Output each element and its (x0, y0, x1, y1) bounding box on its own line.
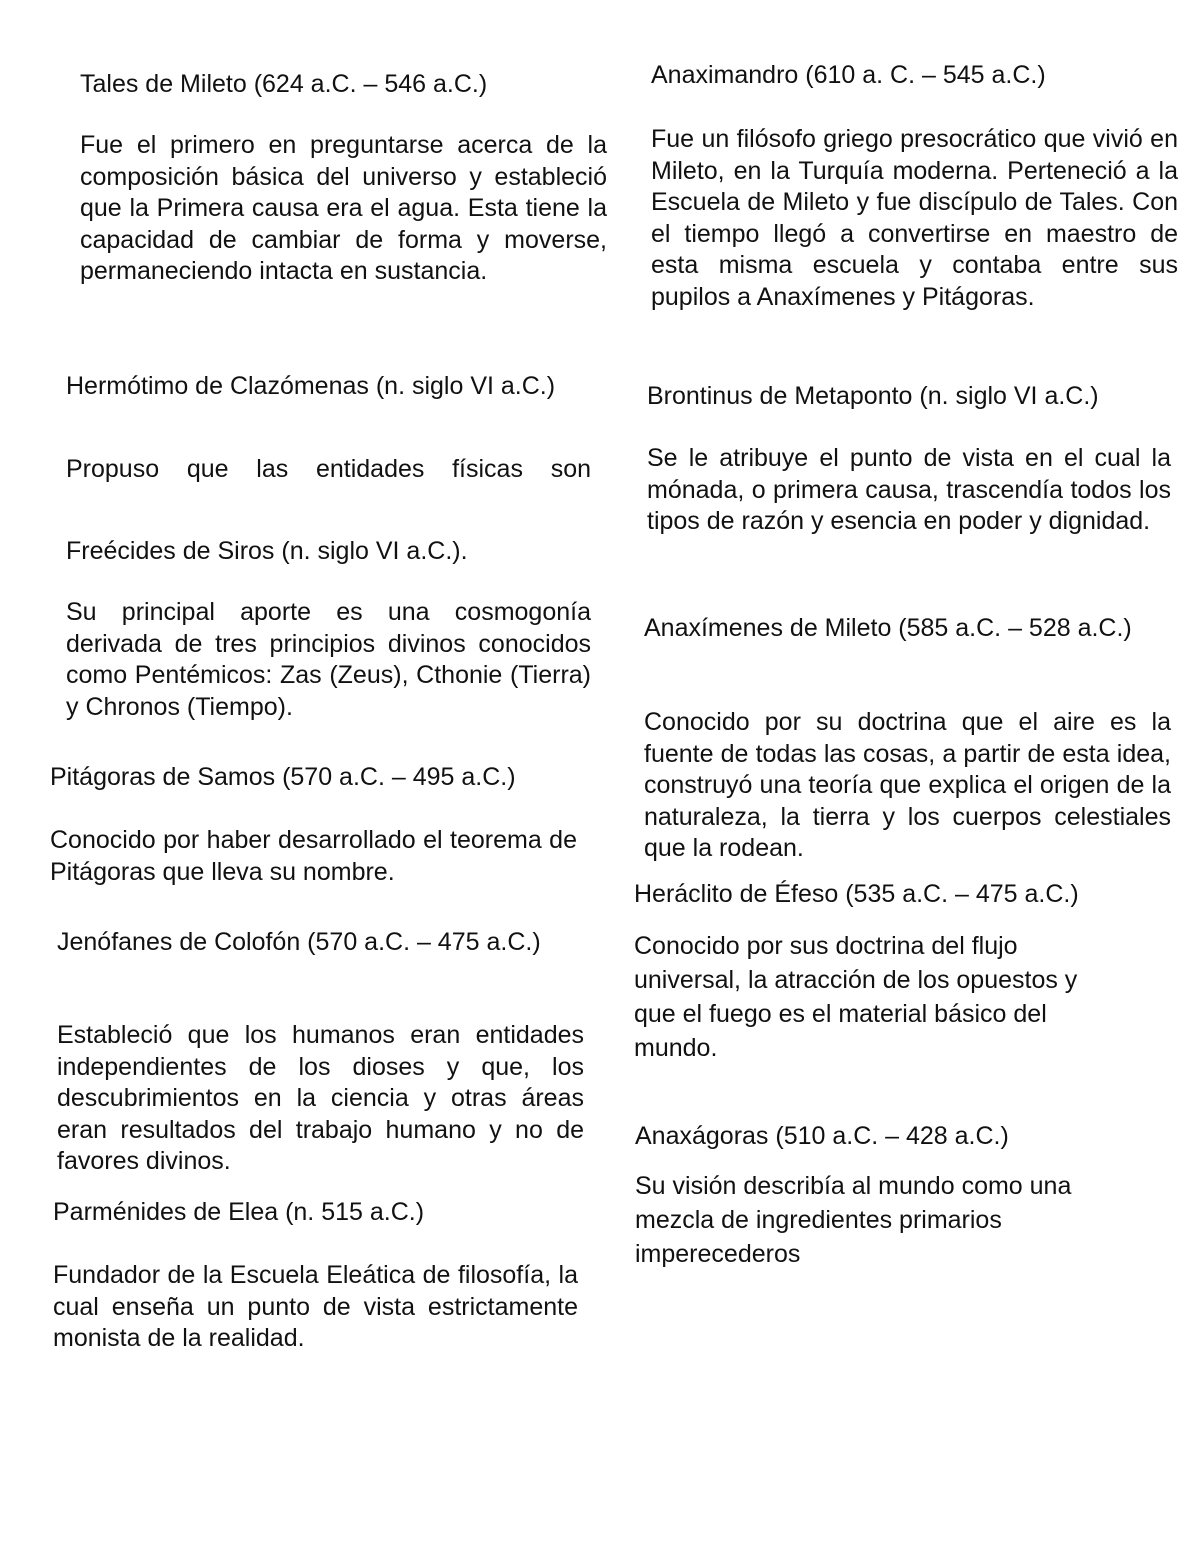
hermotimo-title: Hermótimo de Clazómenas (n. siglo VI a.C.) (66, 372, 556, 400)
heraclito-body-line: que el fuego es el material básico del (634, 1000, 1047, 1028)
hermotimo-body: Propuso que las entidades físicas son (66, 455, 591, 483)
parmenides-title: Parménides de Elea (n. 515 a.C.) (53, 1198, 425, 1226)
brontinus-body: Se le atribuye el punto de vista en el cual la mónada, o primera causa, trascendía todos los tipos de razón y esencia en poder y dignidad. (647, 444, 1171, 535)
tales-title: Tales de Mileto (624 a.C. – 546 a.C.) (80, 70, 488, 98)
anaximenes-body: Conocido por su doctrina que el aire es la fuente de todas las cosas, a partir de esta idea, construyó una teoría que explica el origen de la naturaleza, la tierra y los cuerpos celestiales que la rodean. (644, 708, 1171, 862)
ferecides-body: Su principal aporte es una cosmogonía derivada de tres principios divinos conocidos como Pentémicos: Zas (Zeus), Cthonie (Tierra) y Chronos (Tiempo). (66, 598, 591, 721)
heraclito-body-line: mundo. (634, 1034, 718, 1062)
anaxagoras-body-line: imperecederos (635, 1240, 801, 1268)
anaximenes-title: Anaxímenes de Mileto (585 a.C. – 528 a.C.) (644, 614, 1132, 642)
anaxagoras-body-line: Su visión describía al mundo como una (635, 1172, 1072, 1200)
pitagoras-title: Pitágoras de Samos (570 a.C. – 495 a.C.) (50, 763, 516, 791)
anaxagoras-body-line: mezcla de ingredientes primarios (635, 1206, 1002, 1234)
brontinus-title: Brontinus de Metaponto (n. siglo VI a.C.) (647, 382, 1099, 410)
ferecides-title: Freécides de Siros (n. siglo VI a.C.). (66, 537, 468, 565)
anaximandro-title: Anaximandro (610 a. C. – 545 a.C.) (651, 61, 1046, 89)
anaximandro-body: Fue un filósofo griego presocrático que vivió en Mileto, en la Turquía moderna. Perteneció a la Escuela de Mileto y fue discípulo de Tales. Con el tiempo llegó a convertirse en maestro de esta misma escuela y contaba entre sus pupilos a Anaxímenes y Pitágoras. (651, 125, 1178, 311)
parmenides-body: Fundador de la Escuela Eleática de filosofía, la cual enseña un punto de vista estrictamente monista de la realidad. (53, 1261, 578, 1352)
jenofanes-title: Jenófanes de Colofón (570 a.C. – 475 a.C.) (57, 928, 541, 956)
pitagoras-body: Conocido por haber desarrollado el teorema de Pitágoras que lleva su nombre. (50, 826, 577, 886)
tales-body: Fue el primero en preguntarse acerca de la composición básica del universo y estableció que la Primera causa era el agua. Esta tiene la capacidad de cambiar de forma y moverse, permaneciendo intacta en sustancia. (80, 131, 607, 285)
anaxagoras-title: Anaxágoras (510 a.C. – 428 a.C.) (635, 1122, 1009, 1150)
jenofanes-body: Estableció que los humanos eran entidades independientes de los dioses y que, los descubrimientos en la ciencia y otras áreas eran resultados del trabajo humano y no de favores divinos. (57, 1021, 584, 1175)
heraclito-body-line: Conocido por sus doctrina del flujo (634, 932, 1018, 960)
heraclito-title: Heráclito de Éfeso (535 a.C. – 475 a.C.) (634, 880, 1079, 908)
anaxagoras-body (635, 1169, 1175, 1271)
heraclito-body (634, 929, 1174, 1065)
heraclito-body-line: universal, la atracción de los opuestos y (634, 966, 1078, 994)
